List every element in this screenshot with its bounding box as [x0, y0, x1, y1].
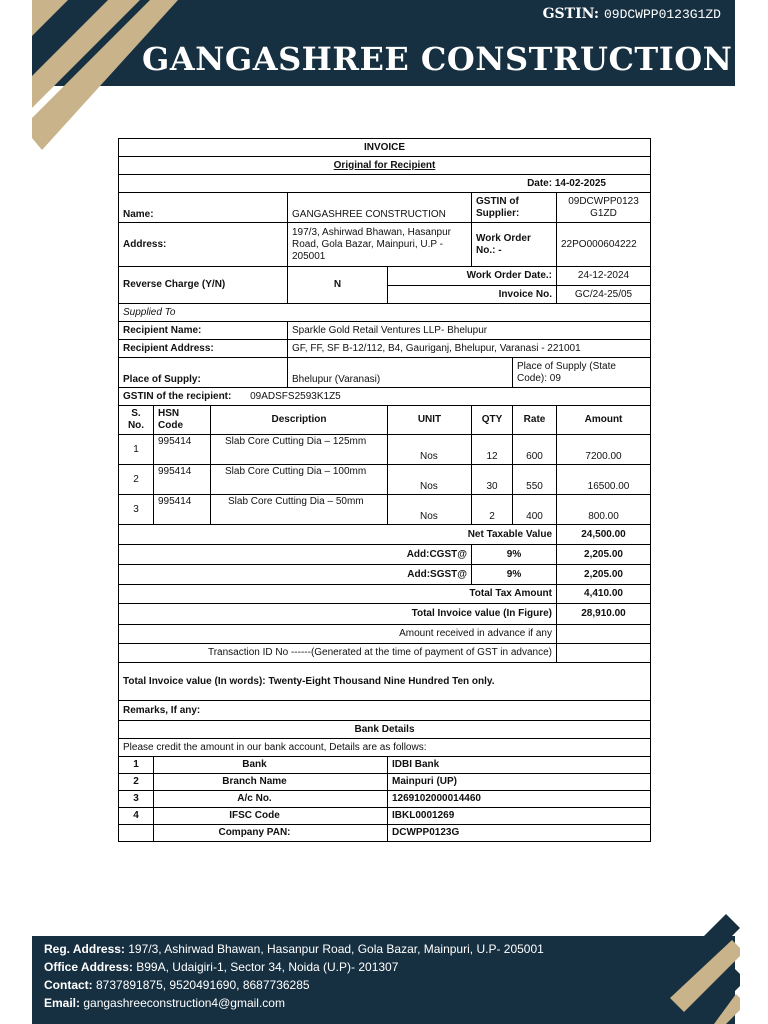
- wo-date-label: Work Order Date.:: [388, 267, 557, 286]
- footer-contact-value: 8737891875, 9520491690, 8687736285: [92, 978, 310, 992]
- bank-row-value: Mainpuri (UP): [388, 774, 651, 791]
- reverse-label: Reverse Charge (Y/N): [119, 267, 288, 304]
- bank-row-no: 3: [119, 791, 154, 808]
- item-rate: 550: [513, 465, 557, 495]
- place-state: Place of Supply (State Code): 09: [513, 358, 651, 388]
- name-value: GANGASHREE CONSTRUCTION: [288, 193, 472, 223]
- item-amount: 7200.00: [557, 435, 651, 465]
- footer-office-label: Office Address:: [44, 960, 133, 974]
- table-row: [119, 495, 651, 525]
- table-row: [119, 435, 651, 465]
- bank-row-value: IBKL0001269: [388, 808, 651, 825]
- work-order-value: 22PO000604222: [557, 223, 651, 267]
- bank-row: [119, 774, 651, 791]
- cgst-label: Add:CGST@: [119, 545, 472, 565]
- item-desc: Slab Core Cutting Dia – 100mm: [211, 465, 388, 495]
- invoice: [118, 138, 650, 842]
- item-hsn: 995414: [154, 495, 211, 525]
- col-amount: Amount: [557, 406, 651, 435]
- col-unit: UNIT: [388, 406, 472, 435]
- bank-row-value: 1269102000014460: [388, 791, 651, 808]
- total-tax-value: 4,410.00: [557, 585, 651, 604]
- company-title: GANGASHREE CONSTRUCTION: [142, 40, 733, 78]
- bank-row-label: Branch Name: [154, 774, 388, 791]
- gstin-recipient-row: [119, 388, 651, 406]
- item-amount: 800.00: [557, 495, 651, 525]
- item-rate: 400: [513, 495, 557, 525]
- recipient-address-value: GF, FF, SF B-12/112, B4, Gauriganj, Bhelupur, Varanasi - 221001: [288, 340, 651, 358]
- advance-label: Amount received in advance if any: [119, 625, 557, 644]
- remarks: Remarks, If any:: [119, 701, 651, 721]
- item-sno: 1: [119, 435, 154, 465]
- footer-band: [32, 936, 735, 1024]
- invoice-subtitle: Original for Recipient: [119, 157, 651, 175]
- item-sno: 2: [119, 465, 154, 495]
- net-taxable-value: 24,500.00: [557, 525, 651, 545]
- table-row: [119, 465, 651, 495]
- pan-label: Company PAN:: [154, 825, 388, 842]
- gstin-supplier-label: GSTIN of Supplier:: [472, 193, 557, 223]
- item-hsn: 995414: [154, 465, 211, 495]
- item-unit: Nos: [388, 465, 472, 495]
- transaction-value: [557, 644, 651, 663]
- bank-row: [119, 791, 651, 808]
- total-invoice-label: Total Invoice value (In Figure): [119, 604, 557, 625]
- invoice-table: [118, 138, 651, 842]
- bank-row-label: Bank: [154, 757, 388, 774]
- name-label: Name:: [119, 193, 288, 223]
- col-hsn: HSN Code: [154, 406, 211, 435]
- wo-date-value: 24-12-2024: [557, 267, 651, 286]
- gstin-recipient-label: GSTIN of the recipient:: [123, 390, 232, 402]
- item-unit: Nos: [388, 435, 472, 465]
- bank-row-no: 2: [119, 774, 154, 791]
- item-qty: 12: [472, 435, 513, 465]
- item-qty: 2: [472, 495, 513, 525]
- gstin-label: GSTIN:: [542, 6, 600, 22]
- footer-contact-label: Contact:: [44, 978, 93, 992]
- invoice-no-value: GC/24-25/05: [557, 286, 651, 304]
- invoice-no-label: Invoice No.: [388, 286, 557, 304]
- gstin-recipient-value: 09ADSFS2593K1Z5: [250, 390, 341, 402]
- footer-office: [44, 958, 544, 976]
- gstin-supplier-value: 09DCWPP0123 G1ZD: [557, 193, 651, 223]
- transaction-label: Transaction ID No ------(Generated at the time of payment of GST in advance): [119, 644, 557, 663]
- footer-reg-label: Reg. Address:: [44, 942, 125, 956]
- item-rate: 600: [513, 435, 557, 465]
- recipient-name-value: Sparkle Gold Retail Ventures LLP- Bhelupur: [288, 322, 651, 340]
- footer-reg: [44, 940, 544, 958]
- place-label: Place of Supply:: [119, 358, 288, 388]
- item-sno: 3: [119, 495, 154, 525]
- pan-blank: [119, 825, 154, 842]
- recipient-address-label: Recipient Address:: [119, 340, 288, 358]
- invoice-date: Date: 14-02-2025: [119, 175, 651, 193]
- item-unit: Nos: [388, 495, 472, 525]
- footer-email-label: Email:: [44, 996, 81, 1010]
- address-value: 197/3, Ashirwad Bhawan, Hasanpur Road, Gola Bazar, Mainpuri, U.P - 205001: [288, 223, 472, 267]
- footer-email: [44, 994, 544, 1012]
- amount-in-words: Total Invoice value (In words): Twenty-Eight Thousand Nine Hundred Ten only.: [119, 663, 651, 701]
- bank-row-value: IDBI Bank: [388, 757, 651, 774]
- item-qty: 30: [472, 465, 513, 495]
- footer-stripes-decoration: [640, 910, 740, 1024]
- net-taxable-label: Net Taxable Value: [119, 525, 557, 545]
- header-gstin: [543, 6, 721, 22]
- bank-row-label: A/c No.: [154, 791, 388, 808]
- total-invoice-value: 28,910.00: [557, 604, 651, 625]
- item-desc: Slab Core Cutting Dia – 125mm: [211, 435, 388, 465]
- bank-note: Please credit the amount in our bank account, Details are as follows:: [119, 739, 651, 757]
- pan-value: DCWPP0123G: [388, 825, 651, 842]
- reverse-value: N: [288, 267, 388, 304]
- place-value: Bhelupur (Varanasi): [288, 358, 513, 388]
- footer-contact: [44, 976, 544, 994]
- work-order-label: Work Order No.: -: [472, 223, 557, 267]
- invoice-title: INVOICE: [119, 139, 651, 157]
- recipient-name-label: Recipient Name:: [119, 322, 288, 340]
- advance-value: [557, 625, 651, 644]
- col-desc: Description: [211, 406, 388, 435]
- cgst-rate: 9%: [472, 545, 557, 565]
- bank-row: [119, 757, 651, 774]
- col-qty: QTY: [472, 406, 513, 435]
- sgst-label: Add:SGST@: [119, 565, 472, 585]
- item-desc: Slab Core Cutting Dia – 50mm: [211, 495, 388, 525]
- header-stripes-decoration: [0, 0, 210, 160]
- footer-office-value: B99A, Udaigiri-1, Sector 34, Noida (U.P)- 201307: [132, 960, 399, 974]
- item-amount: 16500.00: [557, 465, 651, 495]
- sgst-rate: 9%: [472, 565, 557, 585]
- footer-reg-value: 197/3, Ashirwad Bhawan, Hasanpur Road, Gola Bazar, Mainpuri, U.P- 205001: [124, 942, 544, 956]
- bank-row-label: IFSC Code: [154, 808, 388, 825]
- col-sno: S. No.: [119, 406, 154, 435]
- col-rate: Rate: [513, 406, 557, 435]
- bank-row: [119, 808, 651, 825]
- gstin-value: 09DCWPP0123G1ZD: [603, 7, 721, 22]
- item-hsn: 995414: [154, 435, 211, 465]
- sgst-value: 2,205.00: [557, 565, 651, 585]
- bank-row-no: 4: [119, 808, 154, 825]
- footer-email-value: gangashreeconstruction4@gmail.com: [80, 996, 285, 1010]
- cgst-value: 2,205.00: [557, 545, 651, 565]
- bank-row-no: 1: [119, 757, 154, 774]
- footer-contact-block: [44, 940, 544, 1012]
- address-label: Address:: [119, 223, 288, 267]
- total-tax-label: Total Tax Amount: [119, 585, 557, 604]
- bank-title: Bank Details: [119, 721, 651, 739]
- supplied-to: Supplied To: [119, 304, 651, 322]
